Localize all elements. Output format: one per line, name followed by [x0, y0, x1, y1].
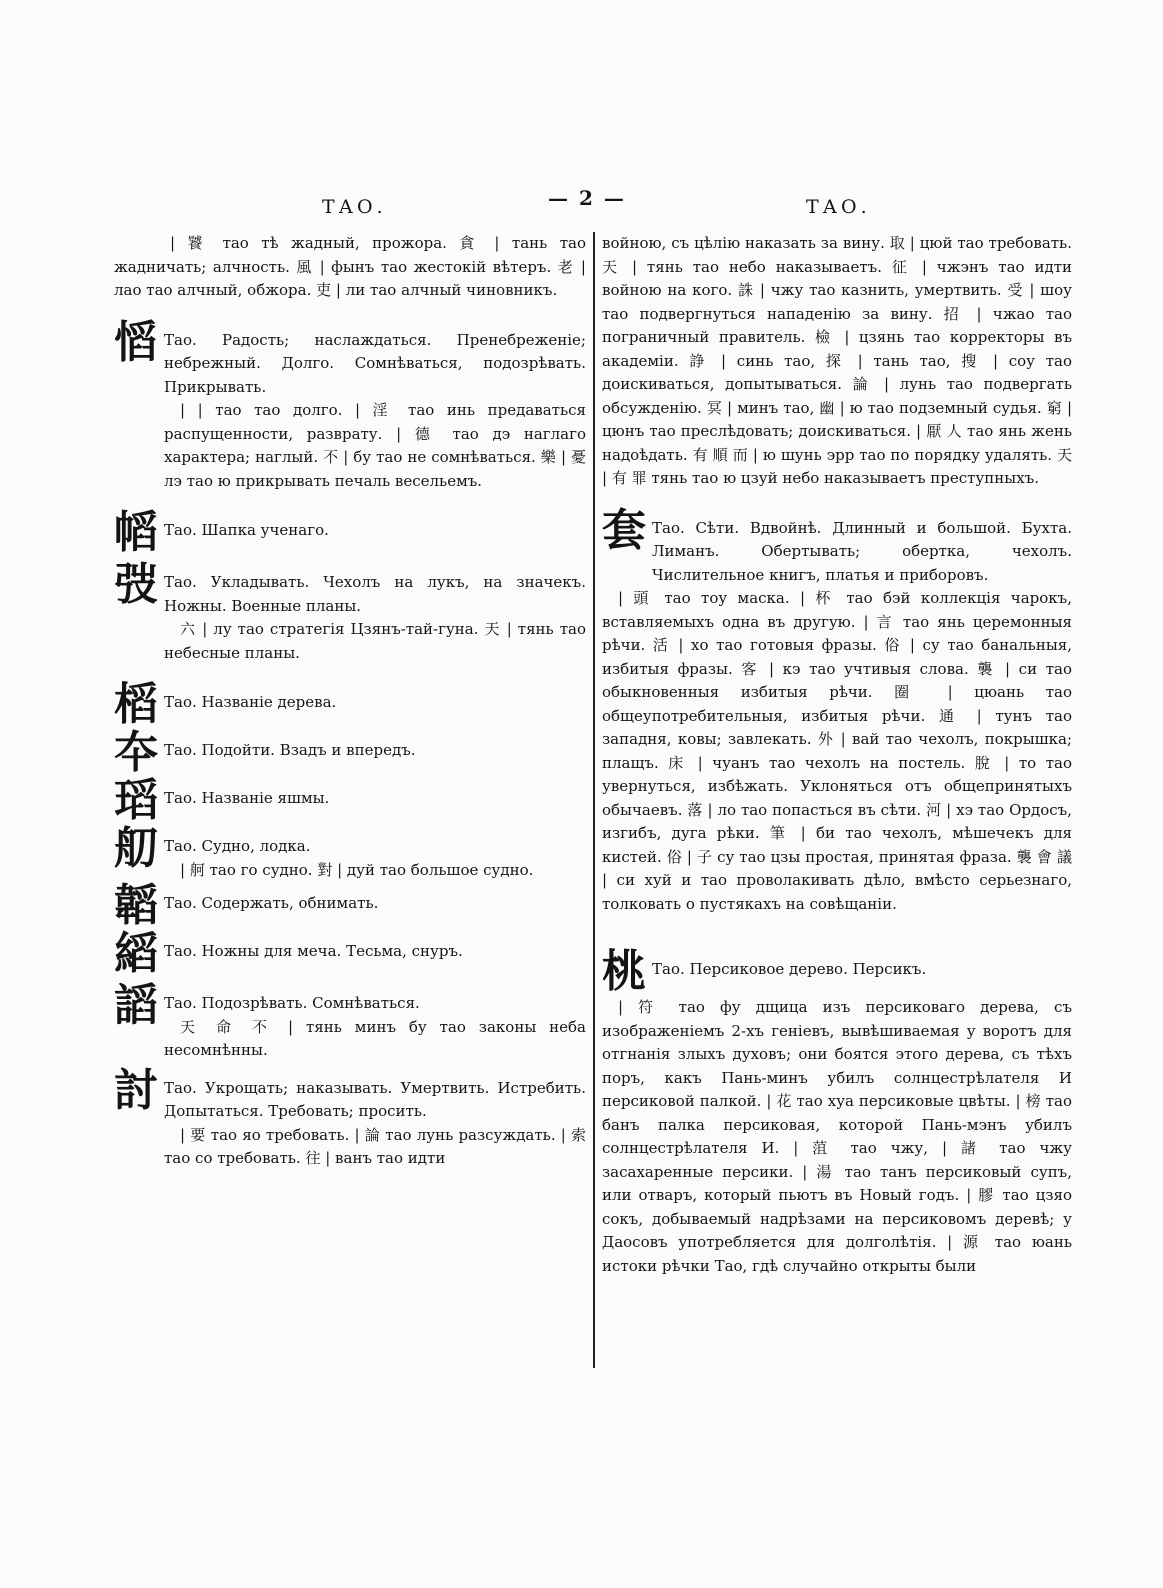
entry-definition: Тао. Шапка ученаго.: [164, 521, 329, 539]
continued-text: | 饕 тао тѣ жадный, прожора. 貪 | тань тао жадничать; алчность. 風 | фынъ тао жестокій вѣтеръ. 老 | лао тао алчный, обжора. 吏 | ли тао алчный чиновникъ.: [114, 234, 586, 299]
entry-definition: Тао. Подозрѣвать. Сомнѣваться.: [164, 994, 420, 1012]
headword-character: 韜: [114, 880, 158, 931]
continued-text: войною, съ цѣлію наказать за вину. 取 | цюй тао требовать. 天 | тянь тао небо наказываетъ. 征 | чжэнъ тао идти войною на кого. 誅 | чжу тао казнить, умертвить. 受 | шоу тао подвергнуться нападенію за вину. 招 | чжао тао пограничный правитель. 檢 | цзянь тао корректоры въ академіи. 諍 | синь тао, 探 | тань тао, 搜 | соу тао доискиваться, допытываться. 論 | лунь тао подвергать обсужденію. 冥 | минъ тао, 幽 | ю тао подземный судья. 窮 | цюнъ тао преслѣдовать; доискиваться. | 厭 人 тао янь жень надоѣдать. 有 順 而 | ю шунь эрр тао по порядку удалять. 天 | 有 罪 тянь тао ю цзуй небо наказываетъ преступныхъ.: [602, 234, 1072, 487]
dictionary-entry: [114, 930, 586, 978]
entry-definition: Тао. Укрощать; наказывать. Умертвить. Истребить. Допытаться. Требовать; просить.: [164, 1078, 586, 1120]
entry-compounds: | 符 тао фу дщица изъ персиковаго дерева, съ изображеніемъ 2-хъ геніевъ, вывѣшиваемая у воротъ для отгнанія злыхъ духовъ; они боятся этого дерева, съ тѣхъ поръ, какъ Пань-минъ убилъ солнцестрѣлателя И персиковой палкой. | 花 тао хуа персиковые цвѣты. | 榜 тао банъ палка персиковая, которой Пань-мэнъ убилъ солнцестрѣлателя И. | 菹 тао чжу, | 諸 тао чжу засахаренные персики. | 湯 тао танъ персиковый супъ, или отваръ, который пьютъ въ Новый годъ. | 膠 тао цзяо сокъ, добываемый надрѣзами на персиковомъ деревѣ; у Даосовъ употребляется для долголѣтія. | 源 тао юань истоки рѣчки Тао, гдѣ случайно открыты были: [602, 998, 1072, 1275]
headword-character: 桃: [602, 946, 646, 997]
entry-definition: Тао. Ножны для меча. Тесьма, снуръ.: [164, 942, 463, 960]
entry-definition: Тао. Названіе яшмы.: [164, 789, 330, 807]
dictionary-entry: [114, 982, 586, 1063]
headword-character: 弢: [114, 559, 158, 610]
entry-definition: Тао. Содержать, обнимать.: [164, 894, 379, 912]
dictionary-entry: [114, 882, 586, 930]
dictionary-entry: [114, 825, 586, 882]
dictionary-entry: [114, 681, 586, 729]
entry-compounds: | | тао тао долго. | 淫 тао инь предаваться распущенности, разврату. | 德 тао дэ наглаго характера; наглый. 不 | бу тао не сомнѣваться. 樂 | 憂 лэ тао ю прикрывать печаль весельемъ.: [164, 401, 586, 490]
dictionary-entry: [114, 729, 586, 777]
running-head-left: ТАО.: [322, 196, 387, 218]
running-head-right: ТАО.: [806, 196, 871, 218]
entry-definition: Тао. Подойти. Взадъ и впередъ.: [164, 741, 416, 759]
entry-definition: Тао. Персиковое дерево. Персикъ.: [652, 960, 927, 978]
column-divider: [593, 232, 595, 1368]
entry-definition: Тао. Названіе дерева.: [164, 693, 337, 711]
entry-definition: Тао. Сѣти. Вдвойнѣ. Длинный и большой. Бухта. Лиманъ. Обертывать; обертка, чехолъ. Числительное книгъ, платья и приборовъ.: [652, 518, 1072, 584]
headword-character: 舠: [114, 823, 158, 874]
dictionary-entry: [602, 948, 1072, 996]
dictionary-entry: [114, 316, 586, 494]
entry-compounds: | 頭 тао тоу маска. | 杯 тао бэй коллекція чарокъ, вставляемыхъ одна въ другую. | 言 тао янь церемонныя рѣчи. 活 | хо тао готовыя фразы. 俗 | су тао банальныя, избитыя фразы. 客 | кэ тао учтивыя слова. 襲 | си тао обыкновенныя избитыя рѣчи. 圈 | цюань тао общеупотребительныя, избитыя рѣчи. 通 | тунъ тао западня, ковы; завлекать. 外 | вай тао чехолъ, покрышка; плащъ. 床 | чуанъ тао чехолъ на постель. 脫 | то тао увернуться, избѣжать. Уклоняться отъ общепринятыхъ обычаевъ. 落 | ло тао попасться въ сѣти. 河 | хэ тао Ордосъ, изгибъ, дуга рѣки. 筆 | би тао чехолъ, мѣшечекъ для кистей. 俗 | 子 су тао цзы простая, принятая фраза. 襲 會 議 | си хуй и тао проволакивать дѣло, вмѣсто серьезнаго, толковать о пустякахъ на совѣщаніи.: [602, 589, 1072, 913]
entry-definition: Тао. Судно, лодка.: [164, 837, 311, 855]
page-number: — 2 —: [548, 186, 626, 210]
right-column: [602, 232, 1072, 1382]
dictionary-entry: [114, 509, 586, 557]
dictionary-entry: [114, 561, 586, 665]
entry-definition: Тао. Укладывать. Чехолъ на лукъ, на значекъ. Ножны. Военные планы.: [164, 573, 586, 615]
page-header: [0, 186, 1163, 226]
headword-character: 夲: [114, 727, 158, 778]
headword-character: 瑫: [114, 775, 158, 826]
entry-compounds: 六 | лу тао стратегія Цзянъ-тай-гуна. 天 | тянь тао небесные планы.: [164, 620, 586, 662]
dictionary-entry: [602, 504, 1072, 588]
headword-character: 慆: [114, 316, 158, 368]
entry-compounds: | 要 тао яо требовать. | 論 тао лунь разсуждать. | 索 тао со требовать. 往 | ванъ тао идти: [164, 1125, 586, 1167]
headword-character: 槄: [114, 679, 158, 730]
entry-compounds: 天 命 不 | тянь минъ бу тао законы неба несомнѣнны.: [164, 1017, 586, 1059]
left-column: [114, 232, 586, 1382]
entry-definition: Тао. Радость; наслаждаться. Пренебреженіе; небрежный. Долго. Сомнѣваться, подозрѣвать. Прикрывать.: [164, 330, 586, 396]
entry-compounds: | 舸 тао го судно. 對 | дуй тао большое судно.: [180, 860, 534, 879]
headword-character: 套: [602, 504, 646, 556]
headword-character: 幍: [114, 507, 158, 558]
dictionary-entry: [114, 1064, 586, 1171]
headword-character: 謟: [114, 980, 158, 1031]
headword-character: 討: [114, 1064, 158, 1116]
dictionary-entry: [114, 777, 586, 825]
headword-character: 縚: [114, 928, 158, 979]
